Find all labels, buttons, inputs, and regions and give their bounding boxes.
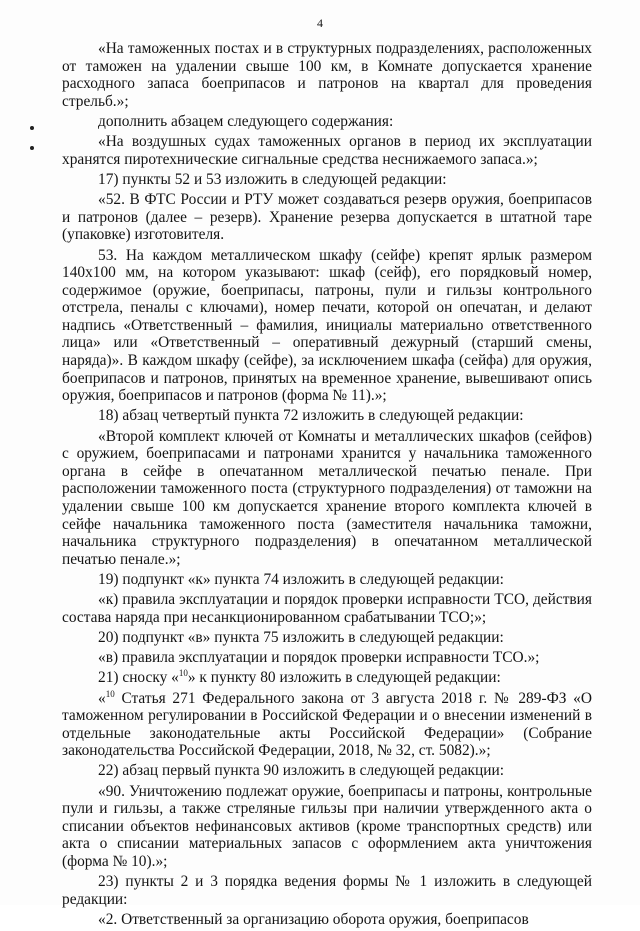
- paragraph: «90. Уничтожению подлежат оружие, боеприпасы и патроны, контрольные пули и гильзы, а также стреляные гильзы при наличии утвержденного акта о списании объектов нефинансовых активов (кроме транспортных средств) или акта о списании материальных запасов с оформлением акта уничтожения (форма № 10).»;: [62, 782, 592, 871]
- text-run: «: [98, 689, 106, 707]
- paragraph: «52. В ФТС России и РТУ может создаваться резерв оружия, боеприпасов и патронов (далее – резерв). Хранение резерва допускается в штатной таре (упаковке) изготовителя.: [62, 191, 592, 244]
- paragraph: 23) пункты 2 и 3 порядка ведения формы № 1 изложить в следующей редакции:: [62, 873, 592, 908]
- punch-mark: [30, 146, 34, 150]
- paragraph: дополнить абзацем следующего содержания:: [98, 112, 394, 130]
- paragraph: «Второй комплект ключей от Комнаты и металлических шкафов (сейфов) с оружием, боеприпасами и патронами хранится у начальника таможенного органа в сейфе в опечатанном металлической печатью пенале. При расположении таможенного поста (структурного подразделения) от таможни на удалении свыше 100 км допускается хранение второго комплекта ключей в сейфе начальника таможенного поста (заместителя начальника таможни, начальника структурного подразделения) в опечатанном металлической печатью пенале.»;: [62, 427, 592, 568]
- paragraph: 19) подпункт «к» пункта 74 изложить в следующей редакции:: [98, 570, 504, 588]
- paragraph: «2. Ответственный за организацию оборота оружия, боеприпасов: [98, 911, 529, 928]
- paragraph: 20) подпункт «в» пункта 75 изложить в следующей редакции:: [98, 628, 504, 646]
- footnote-marker: 10: [178, 668, 188, 679]
- paragraph: 53. На каждом металлическом шкафу (сейфе) крепят ярлык размером 140x100 мм, на котором указывают: шкаф (сейф), его порядковый номер, содержимое (оружие, боеприпасы, патроны, пули и гильзы контрольного отстрела, пеналы с ключами), номер печати, которой он опечатан, и делают надпись «Ответственный – фамилия, инициалы материально ответственного лица» или «Ответственный – оперативный дежурный (старший смены, наряда)». В каждом шкафу (сейфе), за исключением шкафа (сейфа) для оружия, боеприпасов и патронов, принятых на временное хранение, вывешивают опись оружия, боеприпасов и патронов (форма № 11).»;: [62, 246, 592, 405]
- paragraph: «На таможенных постах и в структурных подразделениях, расположенных от таможен на удалении свыше 100 км, в Комнате допускается хранение расходного запаса боеприпасов и патронов на квартал для проведения стрельб.»;: [62, 40, 592, 110]
- text-run: 21) сноску «: [98, 669, 179, 687]
- paragraph: 17) пункты 52 и 53 изложить в следующей редакции:: [98, 170, 447, 188]
- paragraph-footnote-text: [62, 690, 592, 760]
- paragraph: «в) правила эксплуатации и порядок проверки исправности ТСО.»;: [98, 649, 540, 667]
- punch-mark: [30, 126, 34, 130]
- document-body: [62, 40, 592, 931]
- paragraph: 22) абзац первый пункта 90 изложить в следующей редакции:: [98, 762, 505, 780]
- paragraph: «На воздушных судах таможенных органов в период их эксплуатации хранятся пиротехнические сигнальные средства неснижаемого запаса.»;: [62, 133, 592, 168]
- paragraph-footnote-instruction: [62, 669, 592, 687]
- paragraph: «к) правила эксплуатации и порядок проверки исправности ТСО, действия состава наряда при несанкционированном срабатывании ТСО;»;: [62, 591, 592, 626]
- text-run: » к пункту 80 изложить в следующей редакции:: [187, 669, 501, 687]
- text-run: Статья 271 Федерального закона от 3 августа 2018 г. № 289-ФЗ «О таможенном регулировании в Российской Федерации и о внесении изменений в отдельные законодательные акты Российской Федерации» (Собрание законодательства Российской Федерации, 2018, № 32, ст. 5082).»;: [62, 689, 592, 760]
- paragraph: 18) абзац четвертый пункта 72 изложить в следующей редакции:: [98, 407, 524, 425]
- page-number: 4: [317, 16, 323, 30]
- footnote-marker: 10: [105, 688, 115, 699]
